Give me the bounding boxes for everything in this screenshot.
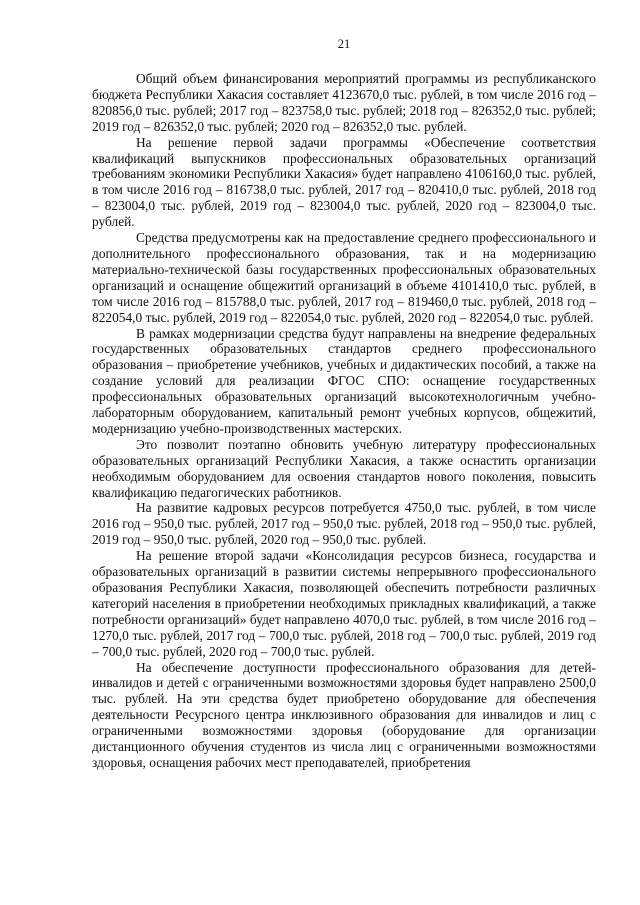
- paragraph-funds-allocation: Средства предусмотрены как на предоставление среднего профессионального и дополнительного профессионального образования, так и на модернизацию материально-технической базы государственных профессиональных образовательных организаций и оснащение общежитий организаций в объеме 4101410,0 тыс. рублей, в том числе 2016 год – 815788,0 тыс. рублей, 2017 год – 819460,0 тыс. рублей, 2018 год – 822054,0 тыс. рублей, 2019 год – 822054,0 тыс. рублей, 2020 год – 822054,0 тыс. рублей.: [92, 230, 596, 325]
- paragraph-accessibility: На обеспечение доступности профессионального образования для детей-инвалидов и детей с ограниченными возможностями здоровья будет направлено 2500,0 тыс. рублей. На эти средства будет приобретено оборудование для обеспечения деятельности Ресурсного центра инклюзивного образования для инвалидов и лиц с ограниченными возможностями здоровья (оборудование для организации дистанционного обучения студентов из числа лиц с ограниченными возможностями здоровья, оснащения рабочих мест преподавателей, приобретения: [92, 659, 596, 770]
- document-body: [92, 71, 596, 771]
- paragraph-first-task: На решение первой задачи программы «Обеспечение соответствия квалификаций выпускников профессиональных образовательных организаций требованиям экономики Республики Хакасия» будет направлено 4106160,0 тыс. рублей, в том числе 2016 год – 816738,0 тыс. рублей, 2017 год – 820410,0 тыс. рублей, 2018 год – 823004,0 тыс. рублей, 2019 год – 823004,0 тыс. рублей, 2020 год – 823004,0 тыс. рублей.: [92, 134, 596, 230]
- paragraph-total-funding: Общий объем финансирования мероприятий программы из республиканского бюджета Республики Хакасия составляет 4123670,0 тыс. рублей, в том числе 2016 год – 820856,0 тыс. рублей; 2017 год – 823758,0 тыс. рублей; 2018 год – 826352,0 тыс. рублей; 2019 год – 826352,0 тыс. рублей; 2020 год – 826352,0 тыс. рублей.: [92, 71, 596, 134]
- paragraph-personnel-resources: На развитие кадровых ресурсов потребуется 4750,0 тыс. рублей, в том числе 2016 год – 950,0 тыс. рублей, 2017 год – 950,0 тыс. рублей, 2018 год – 950,0 тыс. рублей, 2019 год – 950,0 тыс. рублей, 2020 год – 950,0 тыс. рублей.: [92, 500, 596, 548]
- paragraph-second-task: На решение второй задачи «Консолидация ресурсов бизнеса, государства и образовательных организаций в развитии системы непрерывного профессионального образования Республики Хакасия, позволяющей обеспечить потребности различных категорий населения в приобретении необходимых прикладных квалификаций, а также потребности организаций» будет направлено 4070,0 тыс. рублей, в том числе 2016 год – 1270,0 тыс. рублей, 2017 год – 700,0 тыс. рублей, 2018 год – 700,0 тыс. рублей, 2019 год – 700,0 тыс. рублей, 2020 год – 700,0 тыс. рублей.: [92, 548, 596, 659]
- page-number: 21: [337, 37, 351, 51]
- paragraph-modernization: В рамках модернизации средства будут направлены на внедрение федеральных государственных образовательных стандартов среднего профессионального образования – приобретение учебников, учебных и дидактических пособий, а также на создание условий для реализации ФГОС СПО: оснащение государственных профессиональных образовательных организаций высокотехнологичным учебно-лабораторным оборудованием, капитальный ремонт учебных корпусов, общежитий, модернизацию учебно-производственных мастерских.: [92, 325, 596, 436]
- paragraph-literature-update: Это позволит поэтапно обновить учебную литературу профессиональных образовательных организаций Республики Хакасия, а также оснастить организации необходимым оборудованием для освоения стандартов нового поколения, повысить квалификацию педагогических работников.: [92, 436, 596, 500]
